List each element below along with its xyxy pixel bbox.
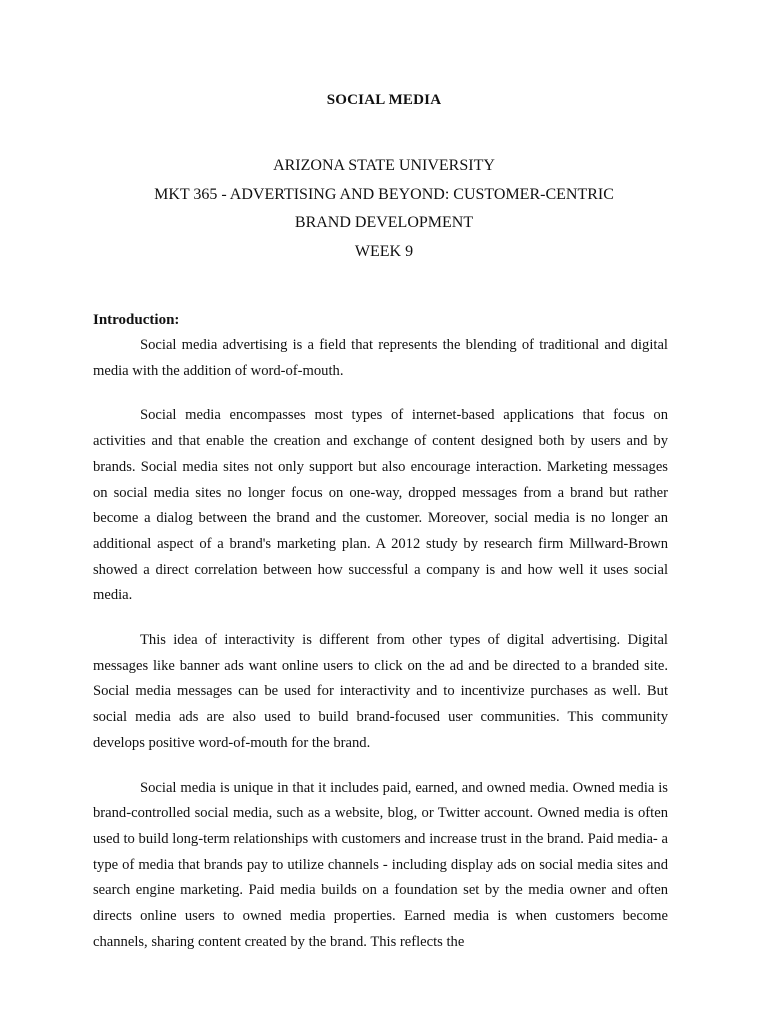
document-title: SOCIAL MEDIA bbox=[326, 92, 442, 108]
university-line: ARIZONA STATE UNIVERSITY bbox=[273, 157, 495, 174]
body-text bbox=[93, 333, 668, 974]
section-heading: Introduction: bbox=[93, 312, 180, 328]
course-line: MKT 365 - ADVERTISING AND BEYOND: CUSTOMER-CENTRIC bbox=[154, 185, 614, 203]
paragraph: Social media encompasses most types of internet-based applications that focus on activities and that enable the creation and exchange of content designed both by users and by brands. Social media sites not only support but also encourage interaction. Marketing messages on social media sites no longer focus on one-way, dropped messages from a brand but rather become a dialog between the brand and the customer. Moreover, social media is no longer an additional aspect of a brand's marketing plan. A 2012 study by research firm Millward-Brown showed a direct correlation between how successful a company is and how well it uses social media. bbox=[93, 407, 668, 604]
course-line-continued: BRAND DEVELOPMENT bbox=[294, 214, 474, 231]
paragraph: This idea of interactivity is different from other types of digital advertising. Digital messages like banner ads want online users to click on the ad and be directed to a branded site. Social media messages can be used for interactivity and to incentivize purchases as well. But social media ads are also used to build brand-focused user communities. This community develops positive word-of-mouth for the brand. bbox=[93, 632, 668, 751]
paragraph: Social media advertising is a field that represents the blending of traditional and digital media with the addition of word-of-mouth. bbox=[93, 337, 668, 379]
course-header bbox=[0, 152, 768, 266]
week-line: WEEK 9 bbox=[354, 242, 414, 260]
paragraph: Social media is unique in that it includes paid, earned, and owned media. Owned media is brand-controlled social media, such as a website, blog, or Twitter account. Owned media is often used to build long-term relationships with customers and increase trust in the brand. Paid media- a type of media that brands pay to utilize channels - including display ads on social media sites and search engine marketing. Paid media builds on a foundation set by the media owner and often directs online users to owned media properties. Earned media is when customers become channels, sharing content created by the brand. This reflects the bbox=[93, 779, 668, 950]
